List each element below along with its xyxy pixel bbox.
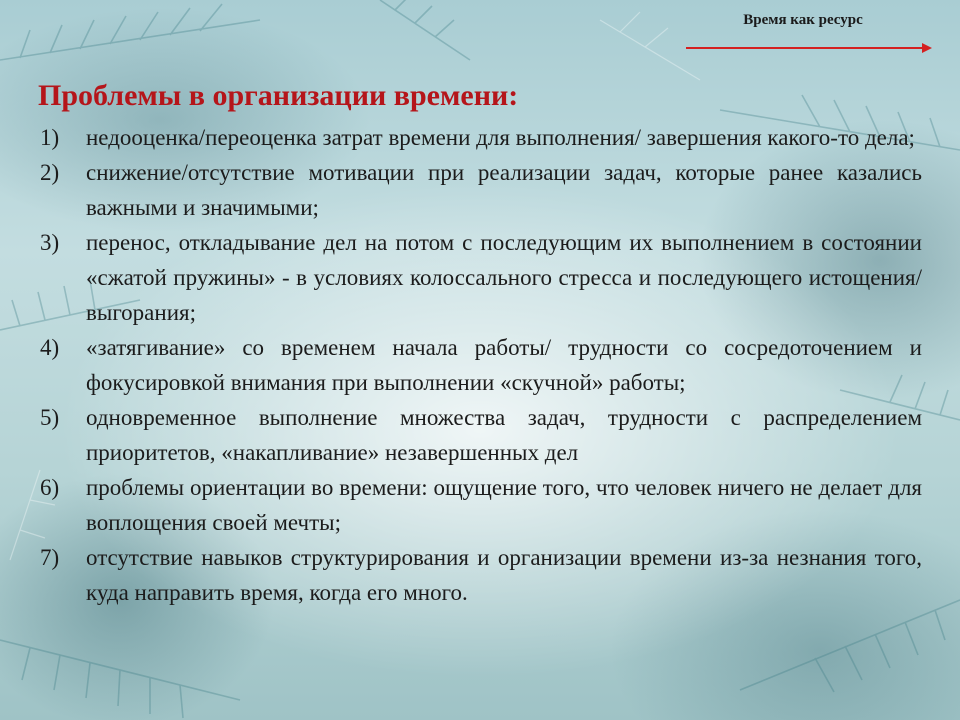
- problem-text: отсутствие навыков структурирования и организации времени из-за незнания того, куда направить время, когда его много.: [86, 545, 922, 605]
- arrow-right-icon: [922, 43, 932, 53]
- problem-text: перенос, откладывание дел на потом с последующим их выполнением в состоянии «сжатой пружины» - в условиях колоссального стресса и последующего истощения/выгорания;: [86, 230, 922, 325]
- problem-text: проблемы ориентации во времени: ощущение того, что человек ничего не делает для воплощения своей мечты;: [86, 475, 922, 535]
- problem-number: 6): [40, 475, 60, 500]
- header-arrow-line: [686, 47, 924, 49]
- problem-number: 1): [40, 125, 60, 150]
- problem-number: 7): [40, 545, 60, 570]
- problem-item: [40, 330, 922, 400]
- problem-text: снижение/отсутствие мотивации при реализации задач, которые ранее казались важными и значимыми;: [86, 160, 922, 220]
- slide-title: Проблемы в организации времени:: [38, 79, 519, 112]
- problem-number: 5): [40, 405, 60, 430]
- problem-text: «затягивание» со временем начала работы/ трудности со сосредоточением и фокусировкой внимания при выполнении «скучной» работы;: [86, 335, 922, 395]
- problem-item: [40, 225, 922, 330]
- problem-item: [40, 470, 922, 540]
- problem-item: [40, 120, 922, 155]
- problem-item: [40, 155, 922, 225]
- problem-number: 2): [40, 160, 60, 185]
- problem-text: недооценка/переоценка затрат времени для выполнения/ завершения какого-то дела;: [86, 125, 915, 150]
- problem-number: 3): [40, 230, 60, 255]
- problem-text: одновременное выполнение множества задач, трудности с распределением приоритетов, «накапливание» незавершенных дел: [86, 405, 922, 465]
- problem-list: [40, 120, 922, 610]
- problem-item: [40, 400, 922, 470]
- problem-item: [40, 540, 922, 610]
- section-label: Время как ресурс: [743, 12, 863, 28]
- problem-number: 4): [40, 335, 60, 360]
